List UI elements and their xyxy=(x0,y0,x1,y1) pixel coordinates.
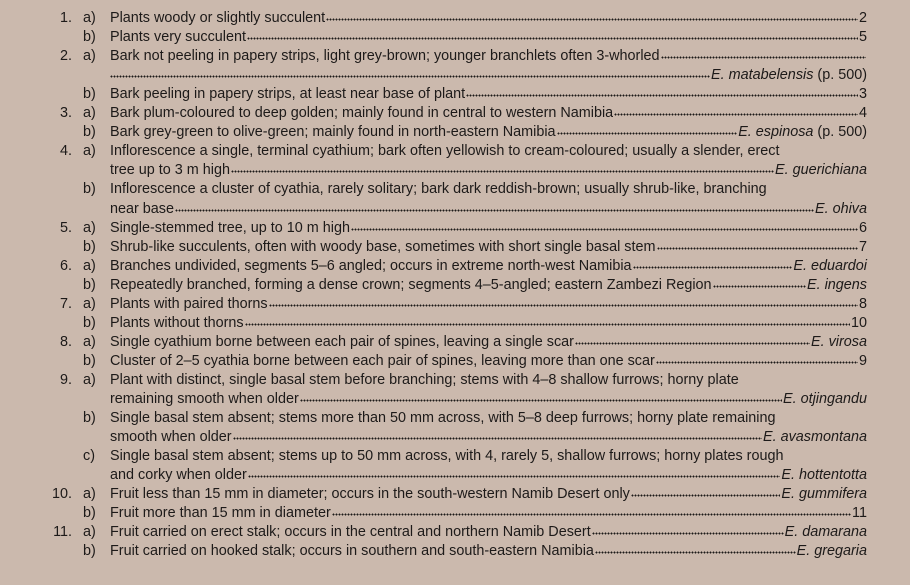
lead-text: Cluster of 2–5 cyathia borne between each pair of spines, leaving more than one scar xyxy=(110,352,655,369)
lead-letter: b) xyxy=(83,352,96,369)
key-line xyxy=(0,333,910,352)
dot-leader xyxy=(713,277,806,289)
dot-leader xyxy=(175,201,814,213)
lead-text: Single basal stem absent; stems more than 50 mm across, with 5–8 deep furrows; horny plate remaining xyxy=(110,410,776,427)
lead-text: Plants very succulent xyxy=(110,29,246,46)
dot-leader xyxy=(231,162,774,174)
couplet-number: 3. xyxy=(59,105,72,122)
lead-text: Fruit carried on erect stalk; occurs in the central and northern Namib Desert xyxy=(110,524,591,541)
lead-body xyxy=(110,200,867,219)
lead-text: Plant with distinct, single basal stem before branching; stems with 4–8 shallow furrows; horny plate xyxy=(110,371,739,388)
key-line xyxy=(0,352,910,371)
dot-leader xyxy=(557,124,738,136)
lead-letter: a) xyxy=(83,257,96,274)
key-line xyxy=(0,200,910,219)
lead-body xyxy=(110,333,867,352)
lead-body xyxy=(110,104,867,123)
lead-letter: b) xyxy=(83,86,96,103)
lead-result: E. avasmontana xyxy=(763,429,867,446)
couplet-number: 4. xyxy=(59,143,72,160)
dot-leader xyxy=(300,391,782,403)
lead-text: Shrub-like succulents, often with woody base, sometimes with short single basal stem xyxy=(110,238,656,255)
lead-text: and corky when older xyxy=(110,467,247,484)
lead-text: Fruit less than 15 mm in diameter; occurs in the south-western Namib Desert only xyxy=(110,486,630,503)
lead-text: Inflorescence a cluster of cyathia, rarely solitary; bark dark reddish-brown; usually shrub-like, branching xyxy=(110,181,767,198)
lead-body xyxy=(110,523,867,542)
lead-result: 6 xyxy=(858,219,867,236)
key-line xyxy=(0,9,910,28)
dot-leader xyxy=(233,429,762,441)
dot-leader xyxy=(631,486,781,498)
dot-leader xyxy=(466,86,858,98)
lead-text: Repeatedly branched, forming a dense crown; segments 4–5-angled; eastern Zambezi Region xyxy=(110,276,712,293)
lead-result: 2 xyxy=(858,10,867,26)
lead-body xyxy=(110,28,867,47)
dot-leader xyxy=(332,505,851,517)
lead-result: 8 xyxy=(858,295,867,312)
lead-letter: b) xyxy=(83,238,96,255)
key-line xyxy=(0,542,910,561)
lead-letter: b) xyxy=(83,543,96,560)
lead-result: 4 xyxy=(858,105,867,122)
lead-result: E. gummifera xyxy=(781,486,867,503)
couplet-number: 11. xyxy=(53,524,72,541)
lead-text: smooth when older xyxy=(110,429,232,446)
lead-text: Plants without thorns xyxy=(110,314,244,331)
lead-letter: a) xyxy=(83,295,96,312)
key-line xyxy=(0,123,910,142)
key-line xyxy=(0,447,910,466)
dot-leader xyxy=(656,353,858,365)
dot-leader xyxy=(595,543,796,555)
lead-text: Single-stemmed tree, up to 10 m high xyxy=(110,219,350,236)
lead-result: 11 xyxy=(852,505,867,522)
key-line xyxy=(0,523,910,542)
dot-leader xyxy=(248,467,781,479)
key-line xyxy=(0,428,910,447)
lead-body xyxy=(110,9,867,28)
lead-letter: a) xyxy=(83,486,96,503)
key-line xyxy=(0,142,910,161)
dot-leader xyxy=(614,105,858,117)
couplet-number: 6. xyxy=(59,257,72,274)
lead-text: tree up to 3 m high xyxy=(110,162,230,179)
lead-body xyxy=(110,180,867,199)
lead-body xyxy=(110,123,867,142)
lead-body xyxy=(110,142,867,161)
lead-body xyxy=(110,466,867,485)
key-line xyxy=(0,161,910,180)
key-line xyxy=(0,219,910,238)
lead-letter: a) xyxy=(83,143,96,160)
dot-leader xyxy=(575,334,810,346)
key-line xyxy=(0,504,910,523)
lead-text: Fruit carried on hooked stalk; occurs in southern and south-eastern Namibia xyxy=(110,543,594,560)
lead-text: Bark peeling in papery strips, at least near base of plant xyxy=(110,86,466,103)
key-line xyxy=(0,47,910,66)
key-line xyxy=(0,257,910,276)
dot-leader xyxy=(110,67,710,79)
dot-leader xyxy=(351,220,858,232)
lead-text: Fruit more than 15 mm in diameter xyxy=(110,505,331,522)
lead-text: Bark not peeling in papery strips, light grey-brown; younger branchlets often 3-whorled xyxy=(110,48,660,65)
dot-leader xyxy=(657,239,858,251)
lead-letter: a) xyxy=(83,333,96,350)
lead-letter: b) xyxy=(83,410,96,427)
lead-letter: b) xyxy=(83,29,96,46)
key-line xyxy=(0,180,910,199)
lead-text: Inflorescence a single, terminal cyathium; bark often yellowish to cream-coloured; usually a slender, erect xyxy=(110,143,780,160)
dot-leader xyxy=(661,48,866,60)
lead-result: E. gregaria xyxy=(796,543,867,560)
key-line xyxy=(0,238,910,257)
dot-leader xyxy=(245,315,850,327)
key-line xyxy=(0,66,910,85)
dot-leader xyxy=(633,258,793,270)
lead-body xyxy=(110,276,867,295)
lead-body xyxy=(110,85,867,104)
lead-body xyxy=(110,161,867,180)
key-line xyxy=(0,485,910,504)
lead-text: near base xyxy=(110,200,175,217)
lead-body xyxy=(110,238,867,257)
lead-body xyxy=(110,504,867,523)
lead-result: E. guerichiana xyxy=(774,162,867,179)
lead-result: E. eduardoi xyxy=(793,257,867,274)
dot-leader xyxy=(592,524,784,536)
lead-text: Plants woody or slightly succulent xyxy=(110,10,326,26)
key-line xyxy=(0,314,910,333)
dot-leader xyxy=(326,10,858,22)
lead-result: 10 xyxy=(850,314,867,331)
lead-letter: a) xyxy=(83,48,96,65)
couplet-number: 8. xyxy=(59,333,72,350)
couplet-number: 9. xyxy=(59,371,72,388)
lead-result: 3 xyxy=(858,86,867,103)
couplet-number: 1. xyxy=(59,10,72,26)
key-line xyxy=(0,390,910,409)
lead-result: 7 xyxy=(858,238,867,255)
lead-body xyxy=(110,66,867,85)
lead-body xyxy=(110,295,867,314)
couplet-number: 10. xyxy=(51,486,72,503)
key-line xyxy=(0,371,910,390)
lead-body xyxy=(110,390,867,409)
lead-text: remaining smooth when older xyxy=(110,391,299,407)
lead-body xyxy=(110,485,867,504)
lead-text: Single basal stem absent; stems up to 50 mm across, with 4, rarely 5, shallow furrows; horny plates rough xyxy=(110,448,784,465)
key-line xyxy=(0,466,910,485)
lead-letter: b) xyxy=(83,505,96,522)
lead-body xyxy=(110,371,867,390)
lead-letter: c) xyxy=(83,448,95,465)
lead-text: Plants with paired thorns xyxy=(110,295,268,312)
key-line xyxy=(0,104,910,123)
couplet-number: 7. xyxy=(59,295,72,312)
lead-body xyxy=(110,257,867,276)
lead-letter: a) xyxy=(83,371,96,388)
lead-result: E. ingens xyxy=(806,276,867,293)
lead-result: E. espinosa (p. 500) xyxy=(738,124,867,141)
key-line xyxy=(0,28,910,47)
lead-result: 9 xyxy=(858,352,867,369)
lead-body xyxy=(110,409,867,428)
dot-leader xyxy=(269,296,858,308)
lead-letter: a) xyxy=(83,105,96,122)
lead-text: Single cyathium borne between each pair of spines, leaving a single scar xyxy=(110,333,574,350)
lead-body xyxy=(110,314,867,333)
lead-result: E. ohiva xyxy=(815,200,867,217)
lead-letter: a) xyxy=(83,10,96,26)
lead-result: E. otjingandu xyxy=(782,391,867,407)
lead-body xyxy=(110,542,867,561)
lead-result: E. hottentotta xyxy=(781,467,867,484)
lead-result: E. matabelensis (p. 500) xyxy=(711,67,867,84)
lead-letter: b) xyxy=(83,181,96,198)
lead-text: Branches undivided, segments 5–6 angled; occurs in extreme north-west Namibia xyxy=(110,257,632,274)
key-line xyxy=(0,295,910,314)
lead-result: E. damarana xyxy=(784,524,867,541)
lead-text: Bark grey-green to olive-green; mainly found in north-eastern Namibia xyxy=(110,124,556,141)
lead-body xyxy=(110,447,867,466)
lead-result: 5 xyxy=(858,29,867,46)
lead-letter: b) xyxy=(83,314,96,331)
lead-body xyxy=(110,47,867,66)
lead-body xyxy=(110,352,867,371)
lead-letter: a) xyxy=(83,524,96,541)
lead-body xyxy=(110,219,867,238)
key-line xyxy=(0,85,910,104)
couplet-number: 2. xyxy=(59,48,72,65)
key-line xyxy=(0,276,910,295)
couplet-number: 5. xyxy=(59,219,72,236)
lead-text: Bark plum-coloured to deep golden; mainly found in central to western Namibia xyxy=(110,105,614,122)
lead-letter: b) xyxy=(83,276,96,293)
lead-body xyxy=(110,428,867,447)
lead-result: E. virosa xyxy=(811,333,867,350)
lead-letter: a) xyxy=(83,219,96,236)
lead-letter: b) xyxy=(83,124,96,141)
key-line xyxy=(0,409,910,428)
dot-leader xyxy=(247,29,858,41)
